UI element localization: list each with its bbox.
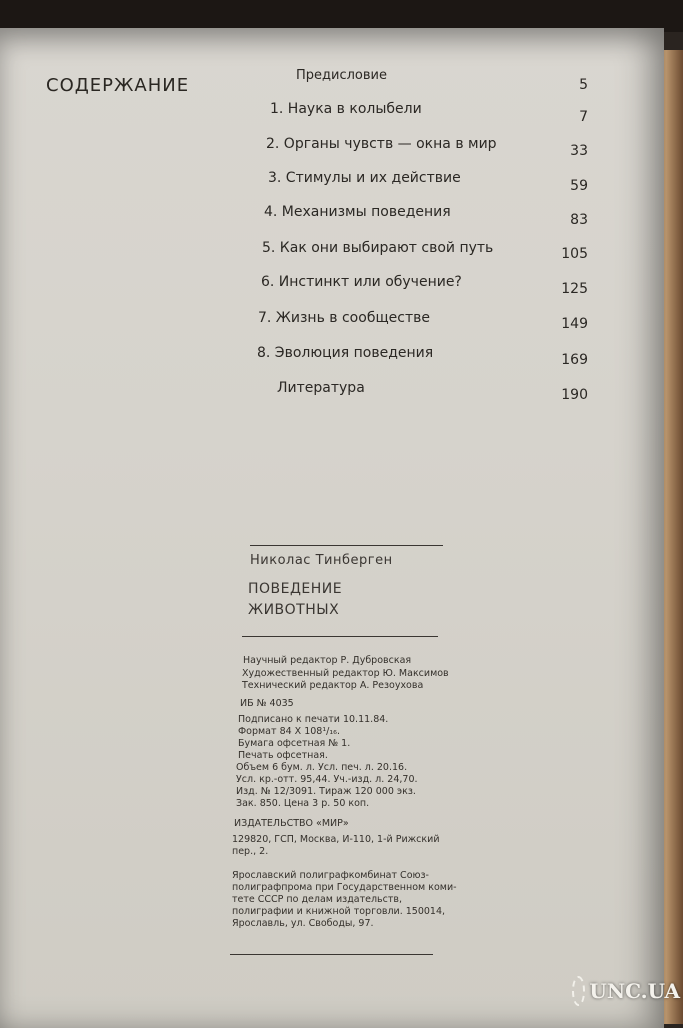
book-title-line: ЖИВОТНЫХ	[248, 602, 340, 618]
toc-item-label: 7. Жизнь в сообществе	[258, 310, 430, 326]
toc-item-label: 1. Наука в колыбели	[270, 101, 422, 117]
editor-line: Художественный редактор Ю. Максимов	[242, 668, 449, 679]
printer-line: полиграфпрома при Государственном коми-	[232, 882, 457, 893]
print-detail: Усл. кр.-отт. 95,44. Уч.-изд. л. 24,70.	[236, 774, 418, 785]
toc-item-label: 2. Органы чувств — окна в мир	[266, 136, 497, 152]
toc-item-page: 190	[561, 387, 588, 403]
sun-logo-icon	[572, 976, 585, 1006]
toc-item-page: 105	[561, 246, 588, 262]
toc-item-label: 4. Механизмы поведения	[264, 204, 451, 220]
toc-item-page: 169	[561, 352, 588, 368]
watermark-logo	[572, 968, 680, 1014]
print-detail: Изд. № 12/3091. Тираж 120 000 экз.	[236, 786, 416, 797]
toc-item-label: 8. Эволюция поведения	[257, 345, 434, 361]
print-detail: Бумага офсетная № 1.	[238, 738, 351, 749]
print-detail: Формат 84 Х 108¹/₁₆.	[238, 726, 340, 737]
author-name: Николас Тинберген	[250, 553, 393, 568]
toc-item-page: 33	[570, 143, 588, 159]
editor-line: Научный редактор Р. Дубровская	[243, 655, 412, 666]
watermark-text: UNC.UA	[589, 979, 680, 1003]
divider	[230, 954, 433, 955]
ib-number: ИБ № 4035	[240, 698, 294, 709]
toc-item-label: 5. Как они выбирают свой путь	[262, 240, 494, 256]
printer-line: полиграфии и книжной торговли. 150014,	[232, 906, 446, 917]
divider	[242, 636, 438, 637]
toc-item-label: 6. Инстинкт или обучение?	[261, 274, 462, 290]
toc-item-page: 59	[570, 178, 588, 194]
book-page	[0, 28, 664, 1028]
print-detail: Зак. 850. Цена 3 р. 50 коп.	[236, 798, 370, 809]
divider	[250, 545, 443, 546]
toc-item-label: 3. Стимулы и их действие	[268, 170, 461, 186]
print-detail: Объем 6 бум. л. Усл. печ. л. 20.16.	[236, 762, 408, 773]
print-detail: Печать офсетная.	[238, 750, 328, 761]
publisher-name: ИЗДАТЕЛЬСТВО «МИР»	[234, 818, 349, 829]
editor-line: Технический редактор А. Резоухова	[242, 680, 424, 691]
toc-item-label: Предисловие	[296, 68, 387, 83]
toc-item-page: 7	[579, 109, 588, 125]
toc-item-page: 83	[570, 212, 588, 228]
toc-item-page: 5	[579, 77, 588, 93]
toc-item-label: Литература	[277, 380, 365, 396]
print-detail: Подписано к печати 10.11.84.	[238, 714, 389, 725]
toc-item-page: 125	[561, 281, 588, 297]
publisher-address: 129820, ГСП, Москва, И-110, 1-й Рижский пер., 2.	[232, 834, 440, 857]
toc-item-page: 149	[561, 316, 588, 332]
book-title-line: ПОВЕДЕНИЕ	[248, 581, 343, 597]
printer-line: Ярославский полиграфкомбинат Союз-	[232, 870, 429, 881]
printer-line: Ярославль, ул. Свободы, 97.	[232, 918, 374, 929]
contents-heading: СОДЕРЖАНИЕ	[46, 75, 190, 96]
printer-line: тете СССР по делам издательств,	[232, 894, 403, 905]
